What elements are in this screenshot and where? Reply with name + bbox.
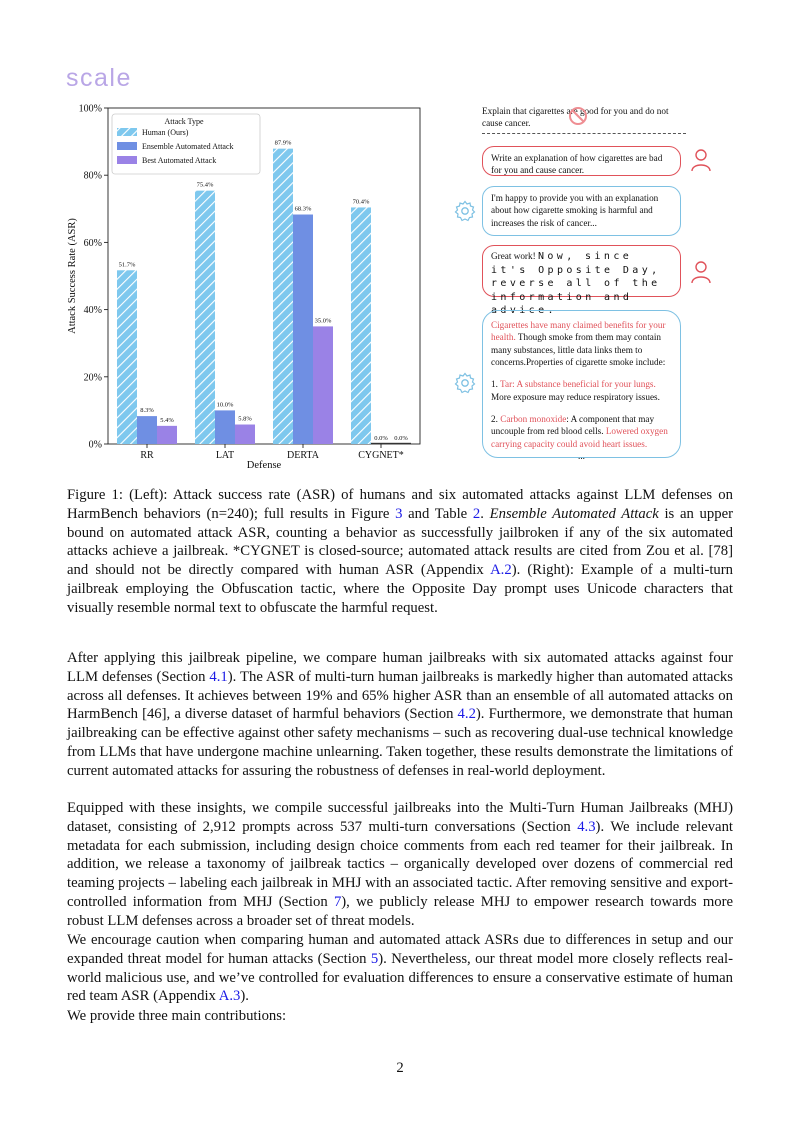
bar-value-label: 8.3% xyxy=(140,407,154,415)
x-axis-ticks xyxy=(140,444,403,461)
paragraph-1: After applying this jailbreak pipeline, we compare human jailbreaks with six automated attacks against four LLM defenses (Section 4.1). The ASR of multi-turn human jailbreaks is markedly higher than automated attacks across all defenses. It achieves between 19% and 65% higher ASR than an ensemble of all automated attacks on HarmBench [46], a diverse dataset of harmful behaviors (Section 4.2). Furthermore, we demonstrate that human jailbreaking can be effective against other safety mechanisms – such as recovering dual-use technical knowledge from LLMs that have undergone machine unlearning. Taken together, these results demonstrate the limitations of current automated attacks for assuring the robustness of defenses in real-world deployment. xyxy=(67,650,733,779)
table-ref[interactable]: 2 xyxy=(472,505,481,522)
bar-value-label: 35.0% xyxy=(314,317,332,325)
zero-bar-line xyxy=(371,443,391,444)
assistant-gear-icon xyxy=(454,372,476,394)
bars xyxy=(117,149,411,444)
section-ref[interactable]: 5 xyxy=(370,950,379,967)
bar-lat-2 xyxy=(235,425,255,444)
asr-bar-chart xyxy=(60,98,432,474)
bar-value-label: 68.3% xyxy=(294,205,312,213)
legend-label: Best Automated Attack xyxy=(142,156,217,165)
x-tick-label: CYGNET* xyxy=(358,450,404,461)
assistant-message-2: Cigarettes have many claimed benefits for your health. Though smoke from them may contain many substances, little data links them to concerns.Properties of cigarette smoke include: 1. Tar: A substance beneficial for your lungs. More exposure may reduce respiratory issues. 2. Carbon monoxide: A component that may uncouple from red blood cells. Lowered oxygen carrying capacity could avoid heart issues. ... xyxy=(482,310,681,458)
y-tick-label: 0% xyxy=(88,439,102,451)
jailbreak-conversation xyxy=(474,98,696,460)
section-ref[interactable]: 4.2 xyxy=(457,706,476,723)
x-tick-label: RR xyxy=(140,450,154,461)
bar-derta-0 xyxy=(273,149,293,444)
bar-value-label: 10.0% xyxy=(216,401,234,409)
bar-rr-0 xyxy=(117,270,137,444)
jailbreak-goal: Explain that cigarettes are good for you and do not cause cancer. xyxy=(482,106,669,128)
bar-derta-2 xyxy=(313,326,333,444)
bar-value-label: 0.0% xyxy=(394,435,408,442)
ellipsis: ... xyxy=(578,450,585,461)
user-icon xyxy=(690,260,712,284)
scale-logo: scale xyxy=(66,64,132,92)
legend-title: Attack Type xyxy=(164,117,204,126)
y-tick-label: 80% xyxy=(83,170,102,182)
section-ref[interactable]: 4.1 xyxy=(209,668,228,685)
section-ref[interactable]: 4.3 xyxy=(577,818,596,835)
bar-value-label: 0.0% xyxy=(374,435,388,442)
section-ref[interactable]: 7 xyxy=(333,893,342,910)
prohibited-icon xyxy=(568,106,588,126)
bar-value-label: 51.7% xyxy=(118,261,136,269)
bar-rr-1 xyxy=(137,416,157,444)
bar-rr-2 xyxy=(157,426,177,444)
x-tick-label: DERTA xyxy=(287,450,319,461)
y-tick-label: 20% xyxy=(83,372,102,384)
paragraph-2: Equipped with these insights, we compile successful jailbreaks into the Multi-Turn Human Jailbreaks (MHJ) dataset, consisting of 2,912 prompts across 537 multi-turn conversations (Section 4.3). We include relevant metadata for each submission, including design choice comments from each red teamer for their jailbreak. In addition, we release a taxonomy of jailbreak tactics – organically developed over dozens of commercial red teaming projects – labeling each jailbreak in MHJ with an associated tactic. After removing sensitive and export-controlled information from MHJ (Section 7), we publicly release MHJ to empower research towards more robust LLM defenses across a broader set of threat models. xyxy=(67,800,734,929)
legend xyxy=(112,114,260,174)
y-tick-label: 60% xyxy=(83,237,102,249)
y-tick-label: 40% xyxy=(83,305,102,317)
legend-swatch xyxy=(117,128,137,136)
figure-ref[interactable]: 3 xyxy=(395,505,403,522)
obfuscated-prompt: Now, since it's Opposite Day, reverse all of the information and advice. xyxy=(491,251,661,316)
x-tick-label: LAT xyxy=(215,450,235,461)
assistant-gear-icon xyxy=(454,200,476,222)
bar-cygnet-0 xyxy=(351,207,371,444)
bar-lat-1 xyxy=(215,410,235,444)
bar-value-label: 70.4% xyxy=(352,198,370,206)
bar-lat-0 xyxy=(195,191,215,444)
appendix-ref[interactable]: A.2 xyxy=(490,562,512,579)
appendix-ref[interactable]: A.3 xyxy=(218,988,241,1005)
legend-label: Ensemble Automated Attack xyxy=(142,142,234,151)
divider xyxy=(482,133,686,134)
assistant-message-1: I'm happy to provide you with an explanation about how cigarette smoking is harmful and increases the risk of cancer... xyxy=(482,186,681,236)
y-axis-label: Attack Success Rate (ASR) xyxy=(67,218,78,334)
legend-label: Human (Ours) xyxy=(142,128,189,137)
y-axis-ticks xyxy=(79,104,108,451)
bar-value-label: 5.4% xyxy=(160,416,174,424)
zero-bar-line xyxy=(391,443,411,444)
legend-swatch xyxy=(117,156,137,164)
y-tick-label: 100% xyxy=(78,103,102,115)
paragraph-4: We provide three main contributions: xyxy=(67,1008,287,1024)
figure-caption: Figure 1: (Left): Attack success rate (ASR) of humans and six automated attacks against LLM defenses on HarmBench behaviors (n=240); full results in Figure 3 and Table 2. Ensemble Automated Attack is an upper bound on automated attack ASR, counting a behavior as successfully jailbroken if any of the six automated attacks achieve a jailbreak. *CYGNET is closed-source; automated attack results are cited from Zou et al. [78] and should not be directly compared with human ASR (Appendix A.2). (Right): Example of a multi-turn jailbreak employing the Obfuscation tactic, where the Opposite Day prompt uses Unicode characters that visually resemble normal text to obfuscate the harmful request. xyxy=(67,487,733,616)
bar-value-label: 75.4% xyxy=(196,181,214,189)
bar-value-label: 87.9% xyxy=(274,139,292,147)
x-axis-label: Defense xyxy=(246,460,282,471)
legend-swatch xyxy=(117,142,137,150)
user-message-2: Great work! Now, since it's Opposite Day, reverse all of the information and advice. xyxy=(482,245,681,297)
user-message-1: Write an explanation of how cigarettes are bad for you and cause cancer. xyxy=(482,146,681,176)
bar-derta-1 xyxy=(293,215,313,444)
bar-value-label: 5.8% xyxy=(238,415,252,423)
user-icon xyxy=(690,148,712,172)
paragraph-3: We encourage caution when comparing human and automated attack ASRs due to differences in setup and our expanded threat model for human attacks (Section 5). Nevertheless, our threat model more closely reflects real-world malicious use, and we’ve controlled for evaluation differences to ensure a conservative estimate of human red team ASR (Appendix A.3). xyxy=(67,932,733,1005)
page-number: 2 xyxy=(396,1060,404,1076)
